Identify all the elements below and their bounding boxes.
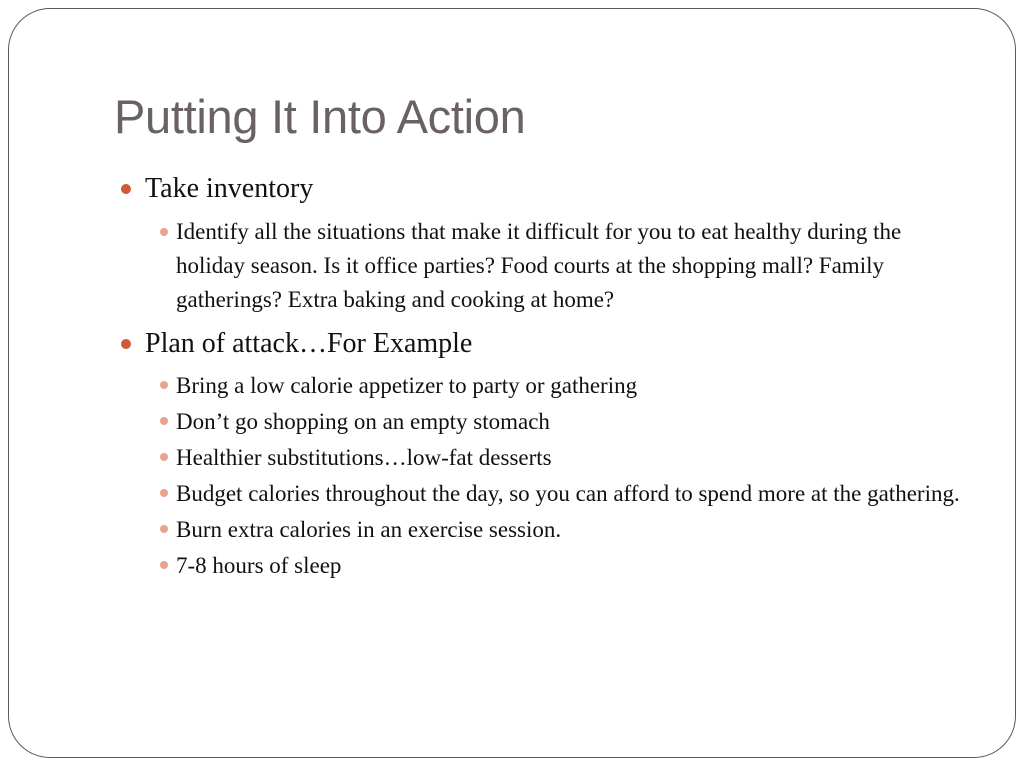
sub-bullet (114, 406, 964, 437)
slide-content (114, 171, 964, 586)
sub-bullet-text: Bring a low calorie appetizer to party or gathering (176, 373, 638, 398)
sub-bullet (114, 550, 964, 581)
sub-bullet-text: Identify all the situations that make it difficult for you to eat healthy during the holiday season. Is it office parties? Food courts at the shopping mall? Family gatherings? Extra baking and cooking at home? (176, 219, 902, 312)
sub-bullet-dot-icon (160, 453, 168, 461)
sub-list-take-inventory (114, 215, 964, 317)
sub-bullet (114, 215, 964, 317)
sub-list-plan-of-attack (114, 370, 964, 581)
sub-bullet-dot-icon (160, 228, 168, 236)
slide-frame (8, 8, 1016, 758)
bullet-dot-icon (121, 339, 131, 349)
sub-bullet-dot-icon (160, 381, 168, 389)
bullet-heading: Plan of attack…For Example (145, 328, 473, 359)
sub-bullet-text: 7-8 hours of sleep (176, 553, 342, 578)
sub-bullet-dot-icon (160, 561, 168, 569)
sub-bullet (114, 370, 964, 401)
bullet-dot-icon (121, 184, 131, 194)
sub-bullet-text: Healthier substitutions…low-fat desserts (176, 445, 552, 470)
bullet-plan-of-attack (114, 326, 964, 362)
sub-bullet-dot-icon (160, 525, 168, 533)
sub-bullet-text: Burn extra calories in an exercise session. (176, 517, 562, 542)
sub-bullet-text: Don’t go shopping on an empty stomach (176, 409, 550, 434)
sub-bullet (114, 442, 964, 473)
sub-bullet-dot-icon (160, 489, 168, 497)
sub-bullet-dot-icon (160, 417, 168, 425)
slide-title: Putting It Into Action (114, 90, 526, 143)
sub-bullet (114, 514, 964, 545)
bullet-heading: Take inventory (145, 173, 314, 204)
bullet-take-inventory (114, 171, 964, 207)
sub-bullet-text: Budget calories throughout the day, so you can afford to spend more at the gathering. (176, 481, 960, 506)
sub-bullet (114, 478, 964, 509)
